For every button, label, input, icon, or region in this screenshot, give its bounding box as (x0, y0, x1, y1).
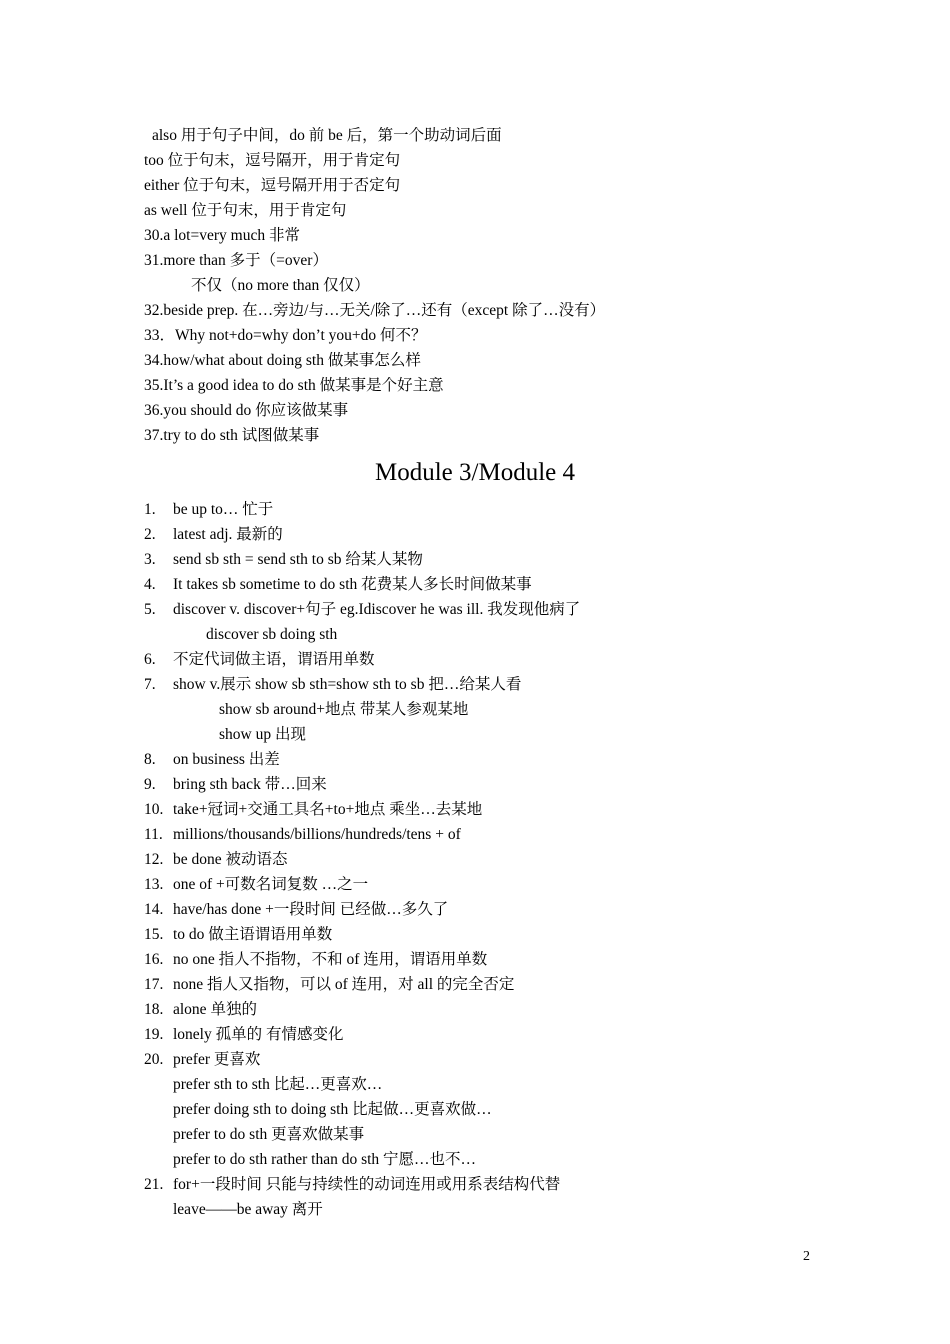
item-continuation: prefer to do sth 更喜欢做某事 (173, 1126, 365, 1143)
item-text: for+一段时间 只能与持续性的动词连用或用系表结构代替 (173, 1176, 561, 1193)
list-item (144, 847, 844, 872)
item-number: 20. (144, 1051, 164, 1068)
note-line: 35.It’s a good idea to do sth 做某事是个好主意 (144, 377, 444, 394)
list-item (144, 772, 844, 797)
list-item (144, 597, 844, 622)
note-line: either 位于句末，逗号隔开用于否定句 (144, 177, 401, 194)
list-item (144, 747, 844, 772)
item-text: no one 指人不指物，不和 of 连用，谓语用单数 (173, 951, 488, 968)
item-number: 13. (144, 876, 164, 893)
item-continuation: prefer sth to sth 比起…更喜欢… (173, 1076, 383, 1093)
item-number: 3. (144, 551, 156, 568)
list-item (144, 997, 844, 1022)
list-item (144, 972, 844, 997)
item-text: have/has done +一段时间 已经做…多久了 (173, 901, 449, 918)
item-text: take+冠词+交通工具名+to+地点 乘坐…去某地 (173, 801, 483, 818)
page-number: 2 (803, 1249, 810, 1264)
item-text: show v.展示 show sb sth=show sth to sb 把…给某人看 (173, 676, 522, 693)
item-number: 15. (144, 926, 164, 943)
list-item (144, 922, 844, 947)
list-item (144, 522, 844, 547)
list-item (144, 497, 844, 522)
notes-continued (144, 123, 824, 448)
list-item (144, 822, 844, 847)
item-number: 8. (144, 751, 156, 768)
note-line: too 位于句末，逗号隔开，用于肯定句 (144, 152, 401, 169)
list-item (144, 1047, 844, 1072)
note-line: 33．Why not+do=why don’t you+do 何不？ (144, 327, 427, 344)
item-continuation: leave——be away 离开 (173, 1201, 323, 1218)
item-number: 9. (144, 776, 156, 793)
item-text: latest adj. 最新的 (173, 526, 283, 543)
item-text: send sb sth = send sth to sb 给某人某物 (173, 551, 423, 568)
note-line: 36.you should do 你应该做某事 (144, 402, 349, 419)
item-text: lonely 孤单的 有情感变化 (173, 1026, 344, 1043)
item-continuation: prefer doing sth to doing sth 比起做…更喜欢做… (173, 1101, 492, 1118)
item-continuation: show sb around+地点 带某人参观某地 (219, 701, 469, 718)
item-number: 16. (144, 951, 164, 968)
item-number: 21. (144, 1176, 164, 1193)
note-line: 31.more than 多于（=over） (144, 252, 328, 269)
item-text: discover v. discover+句子 eg.Idiscover he was ill. 我发现他病了 (173, 601, 581, 618)
item-text: alone 单独的 (173, 1001, 257, 1018)
item-number: 5. (144, 601, 156, 618)
note-line: as well 位于句末，用于肯定句 (144, 202, 347, 219)
note-line: 不仅（no more than 仅仅） (191, 277, 370, 294)
item-number: 12. (144, 851, 164, 868)
item-number: 6. (144, 651, 156, 668)
item-text: prefer 更喜欢 (173, 1051, 261, 1068)
item-text: millions/thousands/billions/hundreds/tens + of (173, 826, 461, 843)
list-item (144, 647, 844, 672)
list-item (144, 872, 844, 897)
item-number: 14. (144, 901, 164, 918)
item-continuation: show up 出现 (219, 726, 306, 743)
item-number: 10. (144, 801, 164, 818)
item-number: 17. (144, 976, 164, 993)
list-item (144, 797, 844, 822)
item-continuation: discover sb doing sth (206, 626, 338, 643)
item-text: none 指人又指物，可以 of 连用，对 all 的完全否定 (173, 976, 515, 993)
note-line: also 用于句子中间，do 前 be 后，第一个助动词后面 (152, 127, 502, 144)
item-number: 11. (144, 826, 163, 843)
note-line: 37.try to do sth 试图做某事 (144, 427, 320, 444)
item-number: 18. (144, 1001, 164, 1018)
item-number: 1. (144, 501, 156, 518)
list-item (144, 1022, 844, 1047)
item-continuation: prefer to do sth rather than do sth 宁愿…也不… (173, 1151, 477, 1168)
note-line: 30.a lot=very much 非常 (144, 227, 300, 244)
item-text: It takes sb sometime to do sth 花费某人多长时间做某事 (173, 576, 532, 593)
list-item (144, 1172, 844, 1197)
list-item (144, 547, 844, 572)
section-heading: Module 3/Module 4 (375, 459, 575, 486)
item-text: bring sth back 带…回来 (173, 776, 327, 793)
item-text: be done 被动语态 (173, 851, 288, 868)
list-item (144, 672, 844, 697)
list-item (144, 947, 844, 972)
item-text: on business 出差 (173, 751, 280, 768)
note-line: 32.beside prep. 在…旁边/与…无关/除了…还有（except 除了…没有） (144, 302, 606, 319)
item-text: one of +可数名词复数 …之一 (173, 876, 369, 893)
item-text: be up to… 忙于 (173, 501, 274, 518)
list-item (144, 572, 844, 597)
item-number: 19. (144, 1026, 164, 1043)
item-number: 2. (144, 526, 156, 543)
item-number: 7. (144, 676, 156, 693)
module-list (144, 497, 844, 1222)
item-number: 4. (144, 576, 156, 593)
item-text: 不定代词做主语，谓语用单数 (173, 651, 375, 668)
list-item (144, 897, 844, 922)
item-text: to do 做主语谓语用单数 (173, 926, 333, 943)
note-line: 34.how/what about doing sth 做某事怎么样 (144, 352, 421, 369)
